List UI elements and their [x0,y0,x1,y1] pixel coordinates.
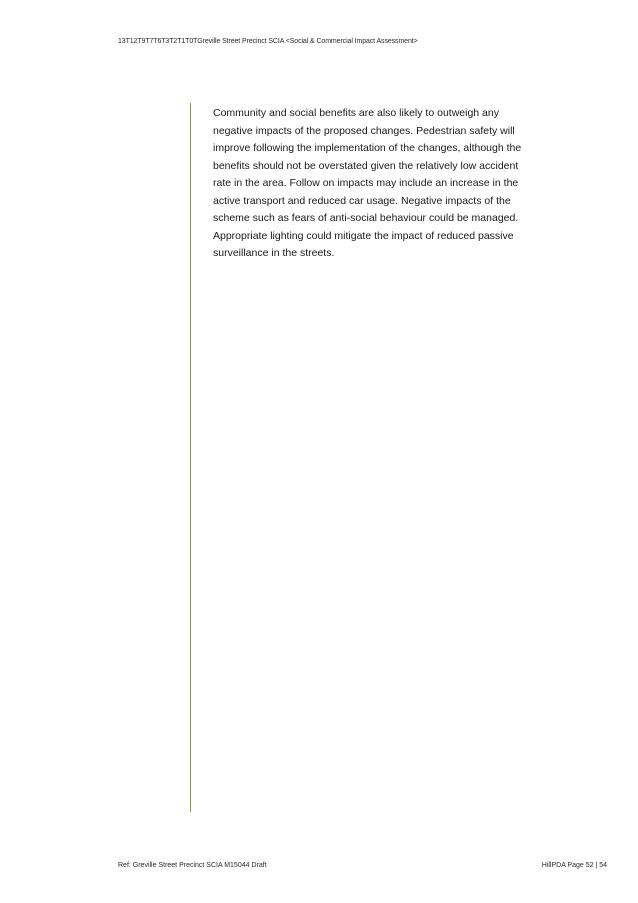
margin-rule [190,103,191,812]
body-paragraph [213,105,543,263]
paragraph-line: active transport and reduced car usage. Negative impacts of the [213,194,511,207]
paragraph-line: surveillance in the streets. [213,247,335,259]
paragraph-line: Appropriate lighting could mitigate the impact of reduced passive [213,229,514,242]
paragraph-line: benefits should not be overstated given the relatively low accident [213,159,519,172]
footer-reference: Ref: Greville Street Precinct SCIA M15044 Draft [118,862,267,869]
paragraph-line: negative impacts of the proposed changes. Pedestrian safety will [213,124,515,137]
paragraph-line: improve following the implementation of the changes, although the [213,142,522,154]
paragraph-line: rate in the area. Follow on impacts may include an increase in the [213,177,519,189]
footer-page-number: HillPDA Page 52 | 54 [541,862,607,869]
paragraph-line: Community and social benefits are also likely to outweigh any [213,107,499,119]
page-header: 13T12T9T7T6T3T2T1T0TGreville Street Precinct SCIA <Social & Commercial Impact Assessment> [118,38,418,45]
paragraph-line: scheme such as fears of anti-social behaviour could be managed. [213,212,519,224]
